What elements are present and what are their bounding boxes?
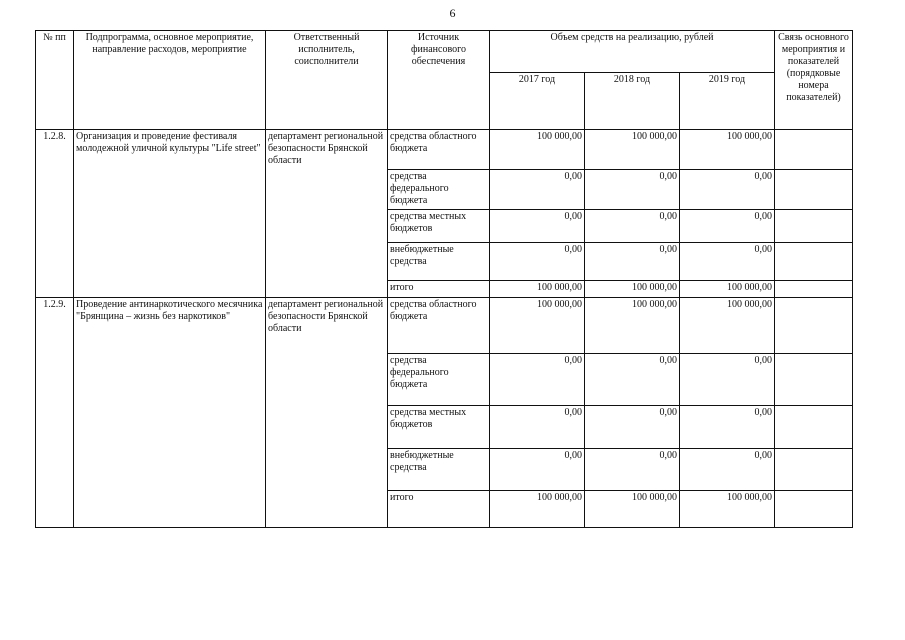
source-name-total: итого xyxy=(388,281,490,298)
value-2017: 100 000,00 xyxy=(490,130,585,170)
value-2019: 0,00 xyxy=(680,243,775,281)
total-2017: 100 000,00 xyxy=(490,491,585,528)
link-cell xyxy=(775,130,853,170)
value-2018: 0,00 xyxy=(585,406,680,449)
source-name: средства областного бюджета xyxy=(388,130,490,170)
budget-table xyxy=(35,30,853,528)
source-name: средства местных бюджетов xyxy=(388,406,490,449)
value-2019: 0,00 xyxy=(680,210,775,243)
header-year-2017: 2017 год xyxy=(490,73,585,130)
table-row xyxy=(36,298,853,354)
header-source: Источник финансового обеспечения xyxy=(388,31,490,130)
header-link: Связь основного мероприятия и показателей (порядковые номера показателей) xyxy=(775,31,853,130)
link-cell xyxy=(775,449,853,491)
row-title: Проведение антинаркотического месячника "Брянщина – жизнь без наркотиков" xyxy=(74,298,266,528)
value-2017: 0,00 xyxy=(490,406,585,449)
value-2019: 100 000,00 xyxy=(680,130,775,170)
value-2018: 0,00 xyxy=(585,449,680,491)
source-name: средства федерального бюджета xyxy=(388,170,490,210)
value-2017: 0,00 xyxy=(490,449,585,491)
header-volume: Объем средств на реализацию, рублей xyxy=(490,31,775,73)
row-executor: департамент региональной безопасности Брянской области xyxy=(266,130,388,298)
page-number: 6 xyxy=(449,6,456,20)
source-name: средства местных бюджетов xyxy=(388,210,490,243)
link-cell xyxy=(775,170,853,210)
total-2019: 100 000,00 xyxy=(680,491,775,528)
value-2019: 0,00 xyxy=(680,449,775,491)
value-2017: 100 000,00 xyxy=(490,298,585,354)
total-2017: 100 000,00 xyxy=(490,281,585,298)
value-2017: 0,00 xyxy=(490,354,585,406)
link-cell xyxy=(775,281,853,298)
value-2018: 100 000,00 xyxy=(585,298,680,354)
value-2018: 0,00 xyxy=(585,243,680,281)
table-row xyxy=(36,130,853,170)
value-2017: 0,00 xyxy=(490,170,585,210)
row-number: 1.2.8. xyxy=(36,130,74,298)
value-2019: 0,00 xyxy=(680,170,775,210)
value-2018: 0,00 xyxy=(585,170,680,210)
row-executor: департамент региональной безопасности Брянской области xyxy=(266,298,388,528)
value-2019: 0,00 xyxy=(680,354,775,406)
source-name: средства областного бюджета xyxy=(388,298,490,354)
row-number: 1.2.9. xyxy=(36,298,74,528)
total-2018: 100 000,00 xyxy=(585,281,680,298)
link-cell xyxy=(775,243,853,281)
value-2017: 0,00 xyxy=(490,210,585,243)
value-2019: 100 000,00 xyxy=(680,298,775,354)
link-cell xyxy=(775,210,853,243)
header-year-2019: 2019 год xyxy=(680,73,775,130)
value-2018: 0,00 xyxy=(585,354,680,406)
source-name: средства федерального бюджета xyxy=(388,354,490,406)
link-cell xyxy=(775,354,853,406)
link-cell xyxy=(775,491,853,528)
header-subprogram: Подпрограмма, основное мероприятие, направление расходов, мероприятие xyxy=(74,31,266,130)
link-cell xyxy=(775,298,853,354)
source-name-total: итого xyxy=(388,491,490,528)
header-executor: Ответственный исполнитель, соисполнители xyxy=(266,31,388,130)
value-2019: 0,00 xyxy=(680,406,775,449)
value-2018: 100 000,00 xyxy=(585,130,680,170)
total-2018: 100 000,00 xyxy=(585,491,680,528)
header-year-2018: 2018 год xyxy=(585,73,680,130)
header-num: № пп xyxy=(36,31,74,130)
row-title: Организация и проведение фестиваля молодежной уличной культуры "Life street" xyxy=(74,130,266,298)
total-2019: 100 000,00 xyxy=(680,281,775,298)
source-name: внебюджетные средства xyxy=(388,449,490,491)
link-cell xyxy=(775,406,853,449)
table-header xyxy=(36,31,853,130)
source-name: внебюджетные средства xyxy=(388,243,490,281)
value-2017: 0,00 xyxy=(490,243,585,281)
value-2018: 0,00 xyxy=(585,210,680,243)
table-body xyxy=(36,130,853,528)
